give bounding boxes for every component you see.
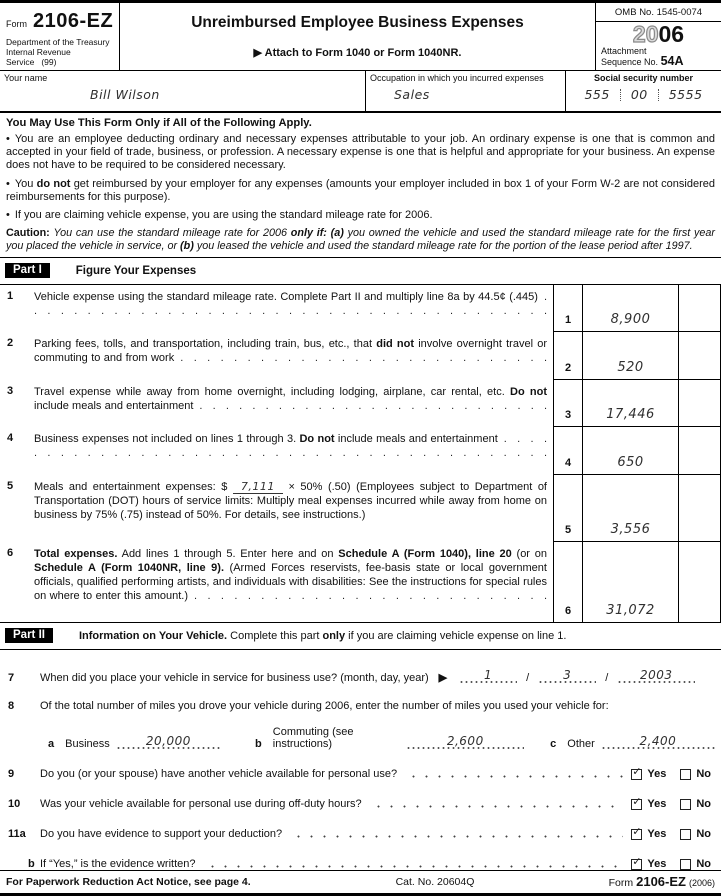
service-year-value: 2003 — [639, 668, 673, 683]
question-10-row — [6, 798, 711, 810]
service-day-value: 3 — [563, 668, 572, 683]
business-miles-field[interactable] — [116, 734, 221, 750]
amount-cell-line2[interactable] — [582, 332, 678, 380]
service-date-row — [6, 668, 711, 684]
no-checkbox[interactable] — [680, 769, 691, 780]
item-description — [34, 285, 553, 332]
amount-value: 520 — [617, 360, 644, 376]
sequence-word: Sequence No. — [601, 57, 659, 67]
line8-text: Of the total number of miles you drove your vehicle during 2006, enter the number of miles you used your vehicle for: — [40, 700, 609, 713]
yes-checkbox[interactable] — [631, 766, 642, 780]
footer-form-id — [609, 874, 715, 889]
dept-code: (99) — [41, 57, 57, 67]
check-icon: ✓ — [632, 826, 642, 839]
line7-text: When did you place your vehicle in service for business use? (month, day, year) — [40, 672, 429, 685]
line-item-text: Travel expense while away from home overnight, including lodging, airplane, car rental, etc. Do not include meals and entertainment — [34, 386, 547, 413]
business-miles-value: 20,000 — [145, 734, 191, 749]
item-number: 1 — [7, 290, 14, 303]
agency-block — [6, 37, 117, 67]
part1-label: Part I — [5, 263, 50, 278]
occupation-label: Occupation in which you incurred expenses — [370, 73, 544, 83]
service-year-field[interactable] — [617, 668, 695, 684]
cents-cell[interactable] — [678, 285, 721, 332]
question-11b-row — [6, 858, 711, 870]
amount-cell-line3[interactable] — [582, 380, 678, 427]
mileage-entries-row — [48, 726, 715, 750]
amount-cell-line5[interactable] — [582, 475, 678, 542]
service-month-field[interactable] — [459, 668, 517, 684]
line-item-text: Meals and entertainment expenses: $ 7,111 × 50% (.50) (Employees subject to Department of Transportation (DOT) hours of service limits: Multiply meal expenses incurred while away from home on business by 75% (.75) instead of 50%. For details, see instructions.) — [34, 480, 547, 522]
expense-row-6 — [0, 542, 721, 622]
bullet-icon: • — [6, 177, 10, 190]
name-label: Your name — [4, 73, 48, 83]
name-cell — [0, 71, 365, 111]
cents-cell[interactable] — [678, 380, 721, 427]
amount-cell-line6[interactable] — [582, 542, 678, 622]
question-number: b — [28, 858, 35, 871]
dept-line1: Department of the Treasury — [6, 37, 110, 47]
service-month-value: 1 — [484, 668, 493, 683]
line-number-cell: 5 — [553, 475, 582, 542]
item-number: 6 — [7, 547, 14, 560]
tax-year — [596, 22, 721, 46]
amount-value: 650 — [617, 455, 644, 471]
bullet-icon: • — [6, 209, 10, 222]
question-text: Was your vehicle available for personal use during off-duty hours? — [40, 798, 362, 811]
form-footer — [0, 870, 721, 893]
form-title: Unreimbursed Employee Business Expenses — [191, 14, 524, 31]
item-description — [34, 542, 553, 622]
part2-header — [0, 622, 721, 650]
ssn-area: 555 — [584, 87, 610, 102]
ssn-separator — [658, 89, 659, 101]
amount-value: 31,072 — [606, 603, 655, 619]
attach-instruction: Attach to Form 1040 or Form 1040NR. — [264, 47, 462, 59]
date-slash: / — [526, 672, 530, 685]
line-number-cell: 3 — [553, 380, 582, 427]
other-miles-field[interactable] — [601, 734, 715, 750]
attachment-word: Attachment — [601, 46, 647, 56]
question-9-row — [6, 768, 711, 780]
ssn-label: Social security number — [593, 73, 694, 83]
line-item-text: Total expenses. Add lines 1 through 5. Enter here and on Schedule A (Form 1040), line 20 (or on Schedule A (Form 1040NR, line 9). (Armed Forces reservists, fee-basis state or local government officials, qualified performing artists, and individuals with disabilities: See the instructions for special rules on where to enter this amount.) — [34, 548, 547, 603]
date-slash: / — [605, 672, 609, 685]
form-header — [0, 3, 721, 71]
part2-label: Part II — [5, 628, 53, 643]
taxpayer-row — [0, 71, 721, 113]
expense-row-5 — [0, 475, 721, 542]
ssn-cell — [565, 71, 721, 111]
expense-row-2 — [0, 332, 721, 380]
footer-form-word: Form — [608, 877, 634, 889]
eligibility-bullet-2 — [6, 178, 715, 204]
no-label: No — [696, 768, 711, 781]
question-text: Do you have evidence to support your deduction? — [40, 828, 283, 841]
expense-row-1 — [0, 285, 721, 332]
ssn-group: 00 — [630, 87, 648, 102]
occupation-field[interactable]: Sales — [394, 87, 430, 102]
no-checkbox[interactable] — [680, 799, 691, 810]
line7-number: 7 — [8, 672, 15, 685]
dot-leader — [405, 769, 623, 778]
item-description — [34, 427, 553, 475]
item-description — [34, 380, 553, 427]
line8c-label: Other — [567, 738, 595, 751]
no-label: No — [696, 828, 711, 841]
item-number: 4 — [7, 432, 14, 445]
item-description — [34, 475, 553, 542]
ssn-separator — [620, 89, 621, 101]
yes-label: Yes — [647, 858, 667, 871]
question-number: 9 — [8, 768, 15, 781]
bullet-text: You are an employee deducting ordinary and necessary expenses attributable to your job. An ordinary expense is one that is common and accepted in your field of trade, business, or profession. A necessary expense is one that is helpful and appropriate for your business. An expense does not have to be required to be considered necessary. — [6, 133, 715, 172]
footer-form-number: 2106-EZ — [636, 874, 686, 889]
question-number: 11a — [8, 828, 26, 841]
yes-checkbox[interactable] — [631, 796, 642, 810]
question-text: Do you (or your spouse) have another vehicle available for personal use? — [40, 768, 398, 781]
yes-label: Yes — [647, 828, 667, 841]
caution-note: Caution: You can use the standard mileage rate for 2006 only if: (a) you owned the vehicle and used the standard mileage rate for the first year you placed the vehicle in service, or (b) you leased the vehicle and used the standard mileage rate for the portion of the lease period after 1997. — [6, 227, 715, 252]
line8-number: 8 — [8, 700, 15, 713]
check-icon: ✓ — [632, 856, 642, 869]
part1-header — [0, 257, 721, 285]
cents-cell[interactable] — [678, 475, 721, 542]
name-field[interactable]: Bill Wilson — [90, 87, 160, 102]
amount-cell-line1[interactable] — [582, 285, 678, 332]
dot-leader — [290, 829, 623, 838]
paperwork-notice: For Paperwork Reduction Act Notice, see page 4. — [6, 875, 251, 888]
amount-value: 17,446 — [606, 407, 655, 423]
service-day-field[interactable] — [538, 668, 596, 684]
bullet-text: You do not get reimbursed by your employer for any expenses (amounts your employer included in box 1 of your Form W-2 are not considered reimbursements for this purpose). — [6, 177, 715, 203]
question-number: 10 — [8, 798, 21, 811]
commuting-miles-field[interactable] — [406, 734, 524, 750]
mileage-row — [6, 700, 711, 712]
line8b-letter: b — [255, 738, 262, 751]
line8c-letter: c — [550, 738, 557, 751]
omb-block — [595, 3, 721, 70]
cents-cell[interactable] — [678, 332, 721, 380]
part2-title: Information on Your Vehicle. Complete this part only if you are claiming vehicle expense on line 1. — [78, 629, 567, 642]
ssn-field[interactable] — [570, 87, 717, 102]
amount-value: 8,900 — [610, 312, 651, 328]
check-icon: ✓ — [632, 796, 642, 809]
yes-checkbox[interactable] — [631, 856, 642, 870]
amount-cell-line4[interactable] — [582, 427, 678, 475]
form-word: Form — [6, 19, 27, 29]
item-number: 2 — [7, 337, 14, 350]
dot-leader — [204, 859, 624, 868]
line-item-text: Vehicle expense using the standard mileage rate. Complete Part II and multiply line 8a by 44.5¢ (.445) — [34, 291, 538, 304]
cents-cell[interactable] — [678, 427, 721, 475]
line-number-cell: 6 — [553, 542, 582, 622]
cents-cell[interactable] — [678, 542, 721, 622]
other-miles-value: 2,400 — [639, 734, 677, 749]
question-text: If “Yes,” is the evidence written? — [40, 858, 196, 871]
yes-label: Yes — [647, 798, 667, 811]
line-number-cell: 1 — [553, 285, 582, 332]
check-icon: ✓ — [632, 766, 642, 779]
sequence-number: 54A — [660, 54, 684, 68]
eligibility-section — [0, 113, 721, 252]
amount-value: 3,556 — [610, 522, 651, 538]
line-item-text: Business expenses not included on lines 1 through 3. Do not include meals and entertainment — [34, 433, 498, 446]
bullet-icon: • — [6, 133, 10, 145]
year-bold: 06 — [658, 21, 685, 47]
omb-number: OMB No. 1545-0074 — [596, 3, 721, 22]
item-number: 3 — [7, 385, 14, 398]
dept-line2: Internal Revenue Service — [6, 47, 71, 67]
form-id-block — [0, 3, 120, 70]
arrow-icon: ▶ — [253, 47, 262, 59]
item-number: 5 — [7, 480, 14, 493]
no-label: No — [696, 798, 711, 811]
catalog-number: Cat. No. 20604Q — [395, 875, 475, 888]
footer-year: (2006) — [688, 878, 715, 888]
line-item-text: Parking fees, tolls, and transportation, including train, bus, etc., that did not involve overnight travel or commuting to and from work — [34, 338, 547, 365]
no-checkbox[interactable] — [680, 829, 691, 840]
commuting-miles-value: 2,600 — [446, 734, 484, 749]
expense-row-3 — [0, 380, 721, 427]
line8a-label: Business — [65, 738, 110, 751]
eligibility-bullet-3 — [6, 209, 715, 222]
yes-checkbox[interactable] — [631, 826, 642, 840]
line8a-letter: a — [48, 738, 55, 751]
title-block — [120, 3, 595, 70]
yes-label: Yes — [647, 768, 667, 781]
question-11a-row — [6, 828, 711, 840]
no-checkbox[interactable] — [680, 859, 691, 870]
year-outline: 20 — [632, 21, 659, 47]
line-number-cell: 4 — [553, 427, 582, 475]
eligibility-heading: You May Use This Form Only if All of the Following Apply. — [6, 117, 312, 129]
item-description — [34, 332, 553, 380]
form-number: 2106-EZ — [33, 10, 114, 32]
bullet-text: If you are claiming vehicle expense, you are using the standard mileage rate for 2006. — [14, 209, 433, 222]
line-number-cell: 2 — [553, 332, 582, 380]
part1-title: Figure Your Expenses — [75, 264, 197, 277]
dot-leader — [370, 799, 624, 808]
attachment-sequence — [596, 46, 721, 69]
line8b-label: Commuting (see instructions) — [272, 726, 354, 751]
occupation-cell — [365, 71, 565, 111]
expense-row-4 — [0, 427, 721, 475]
eligibility-bullet-1 — [6, 133, 715, 173]
arrow-icon: ▶ — [438, 672, 448, 685]
ssn-serial: 5555 — [668, 87, 703, 102]
no-label: No — [696, 858, 711, 871]
